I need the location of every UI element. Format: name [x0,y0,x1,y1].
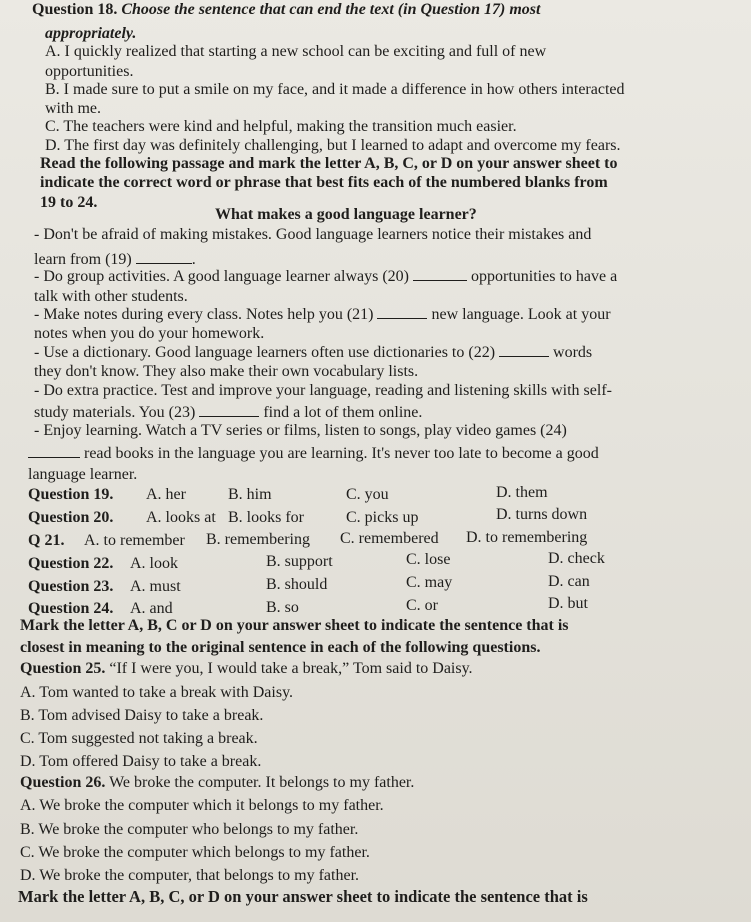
q18-prompt: Choose the sentence that can end the text (in Question 17) most [121,1,541,18]
q22-label: Question 22. [28,555,114,572]
blank-19 [136,249,192,264]
blank-23 [199,402,259,417]
instruction-1-line1: Read the following passage and mark the letter A, B, C, or D on your answer sheet to [40,155,618,172]
q18-option-b: B. I made sure to put a smile on my face, and it made a difference in how others interacted [45,81,625,98]
passage-p3-cont: notes when you do your homework. [34,325,265,342]
q26-stem: Question 26. We broke the computer. It belongs to my father. [20,774,415,791]
q26-option-c: C. We broke the computer which belongs to my father. [20,844,370,861]
q19-option-a: A. her [146,486,186,503]
q26-option-b: B. We broke the computer who belongs to my father. [20,821,359,838]
q23-option-a: A. must [130,578,181,595]
q24-option-a: A. and [130,600,173,617]
q19-option-c: C. you [346,486,389,503]
q21-option-d: D. to remembering [466,529,588,546]
instruction-2-line1: Mark the letter A, B, C or D on your answer sheet to indicate the sentence that is [20,617,569,634]
q18-prompt-line1 [32,0,540,20]
q18-option-b-cont: with me. [45,100,101,117]
q22-option-d: D. check [548,550,605,567]
q23-option-d: D. can [548,573,590,590]
q19-option-d: D. them [496,484,548,501]
passage-p2: - Do group activities. A good language learner always (20) opportunities to have a [34,268,618,285]
q26-option-a: A. We broke the computer which it belongs to my father. [20,797,384,814]
q22-option-c: C. lose [406,551,451,568]
q25-option-c: C. Tom suggested not taking a break. [20,730,258,747]
blank-22 [499,342,549,357]
q25-option-d: D. Tom offered Daisy to take a break. [20,753,262,770]
q25-option-a: A. Tom wanted to take a break with Daisy. [20,684,294,701]
q24-option-b: B. so [266,599,299,616]
passage-p1: - Don't be afraid of making mistakes. Good language learners notice their mistakes and [34,226,592,243]
instruction-2-line2: closest in meaning to the original sentence in each of the following questions. [20,639,541,656]
blank-24 [28,443,80,458]
q19-label: Question 19. [28,486,114,503]
q20-option-b: B. looks for [228,509,304,526]
q22-option-b: B. support [266,553,333,570]
q26-label: Question 26. [20,774,106,791]
q18-prompt-line2: appropriately. [45,25,137,42]
passage-p6-end: language learner. [28,466,138,483]
q18-option-c: C. The teachers were kind and helpful, making the transition much easier. [45,118,517,135]
blank-20 [413,266,467,281]
passage-p2-cont: talk with other students. [34,288,188,305]
q20-option-c: C. picks up [346,509,419,526]
q25-option-b: B. Tom advised Daisy to take a break. [20,707,264,724]
q23-option-b: B. should [266,576,328,593]
q21-label: Q 21. [28,532,65,549]
q22-option-a: A. look [130,555,178,572]
q24-option-d: D. but [548,595,588,612]
q18-option-a: A. I quickly realized that starting a new school can be exciting and full of new [45,43,547,60]
passage-title: What makes a good language learner? [215,206,477,223]
q25-label: Question 25. [20,660,106,677]
passage-p4: - Use a dictionary. Good language learners often use dictionaries to (22) words [34,344,593,361]
q24-option-c: C. or [406,597,438,614]
instruction-1-line3: 19 to 24. [40,194,98,211]
instruction-1-line2: indicate the correct word or phrase that best fits each of the numbered blanks from [40,174,608,191]
q20-option-a: A. looks at [146,509,216,526]
passage-p1-cont: learn from (19) . [34,251,196,268]
q21-option-b: B. remembering [206,531,310,548]
passage-p5-cont: study materials. You (23) find a lot of them online. [34,404,423,421]
q20-option-d: D. turns down [496,506,588,523]
q19-option-b: B. him [228,486,272,503]
q18-label: Question 18. [32,1,118,18]
q26-option-d: D. We broke the computer, that belongs to my father. [20,867,360,884]
passage-p6: - Enjoy learning. Watch a TV series or films, listen to songs, play video games (24) [34,422,567,439]
passage-p3: - Make notes during every class. Notes help you (21) new language. Look at your [34,306,611,323]
passage-p5: - Do extra practice. Test and improve your language, reading and listening skills with self- [34,382,612,399]
q20-label: Question 20. [28,509,114,526]
q23-label: Question 23. [28,578,114,595]
q21-option-a: A. to remember [84,532,185,549]
q25-stem: Question 25. “If I were you, I would take a break,” Tom said to Daisy. [20,660,473,677]
q21-option-c: C. remembered [340,530,439,547]
q18-option-a-cont: opportunities. [45,63,134,80]
instruction-3-line1: Mark the letter A, B, C, or D on your answer sheet to indicate the sentence that is [18,887,588,906]
passage-p6-cont: read books in the language you are learning. It's never too late to become a good [28,443,599,464]
q24-label: Question 24. [28,600,114,617]
passage-p4-cont: they don't know. They also make their own vocabulary lists. [34,363,419,380]
blank-21 [377,304,427,319]
q18-option-d: D. The first day was definitely challenging, but I learned to adapt and overcome my fears. [45,137,621,154]
q23-option-c: C. may [406,574,453,591]
